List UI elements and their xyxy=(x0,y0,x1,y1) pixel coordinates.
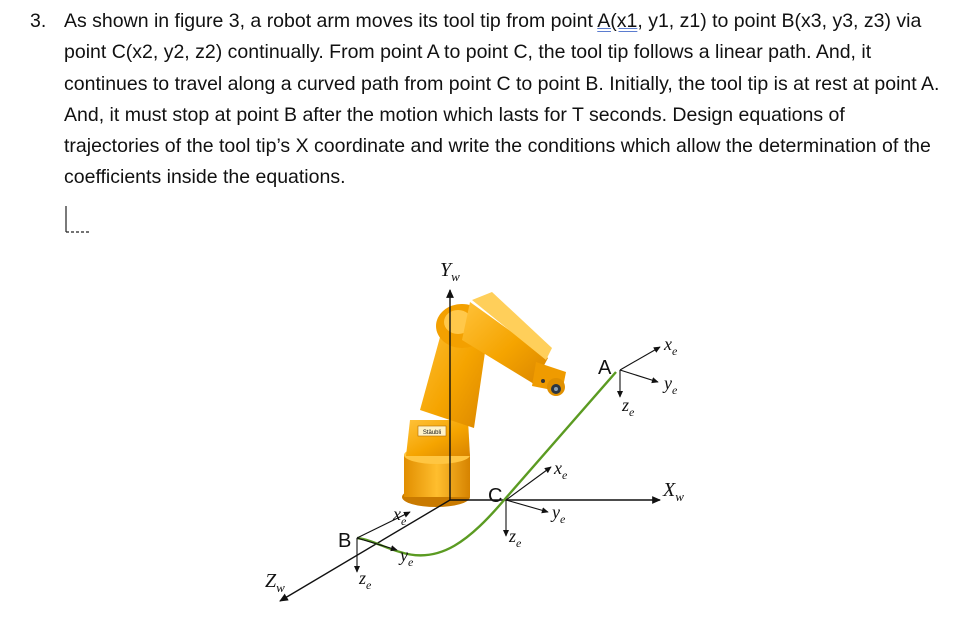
point-b-label: B xyxy=(338,530,352,552)
a-frame-y-label: $y_e$ xyxy=(664,373,678,397)
problem-statement xyxy=(30,6,945,194)
robot-brand-label: Stäubli xyxy=(422,430,442,436)
point-a-coordinates[interactable]: A(x1 xyxy=(597,10,638,32)
question-text xyxy=(64,6,945,194)
trajectory-path xyxy=(357,372,616,555)
world-y-label: $Y_w$ xyxy=(440,259,460,284)
frame-at-point-b xyxy=(338,504,414,592)
point-a-label: A xyxy=(598,357,612,379)
a-frame-x-label: $x_e$ xyxy=(664,334,678,358)
question-number: 3. xyxy=(30,10,47,32)
world-x-label: $X_w$ xyxy=(663,479,684,504)
c-frame-y-label: $y_e$ xyxy=(552,502,566,526)
frame-at-point-a xyxy=(598,334,678,419)
point-c-label: C xyxy=(488,485,503,507)
b-frame-z-label: $z_e$ xyxy=(359,568,372,592)
a-frame-z-label: $z_e$ xyxy=(622,395,635,419)
question-text-rest: , y1, z1) to point B(x3, y3, z3) via point C(x2, y2, z2) continually. From point A to point C, the tool tip follows a linear path. And, it continues to travel along a curved path from point C to point B. Initially, the tool tip is at rest at point A. And, it must stop at point B after the motion which lasts for T seconds. Design equations of trajectories of the tool tip’s X coordinate and write the conditions which allow the determination of the coefficients inside the equations. xyxy=(64,10,940,189)
robot-arm-illustration xyxy=(402,292,566,507)
b-frame-x-label: $x_e$ xyxy=(393,504,407,528)
question-text-start: As shown in figure 3, a robot arm moves its tool tip from point xyxy=(64,10,598,32)
world-z-label: $Z_w$ xyxy=(265,570,285,595)
b-frame-y-label: $y_e$ xyxy=(400,545,414,569)
figure-3 xyxy=(0,230,968,629)
c-frame-z-label: $z_e$ xyxy=(509,526,522,550)
c-frame-x-label: $x_e$ xyxy=(554,458,568,482)
